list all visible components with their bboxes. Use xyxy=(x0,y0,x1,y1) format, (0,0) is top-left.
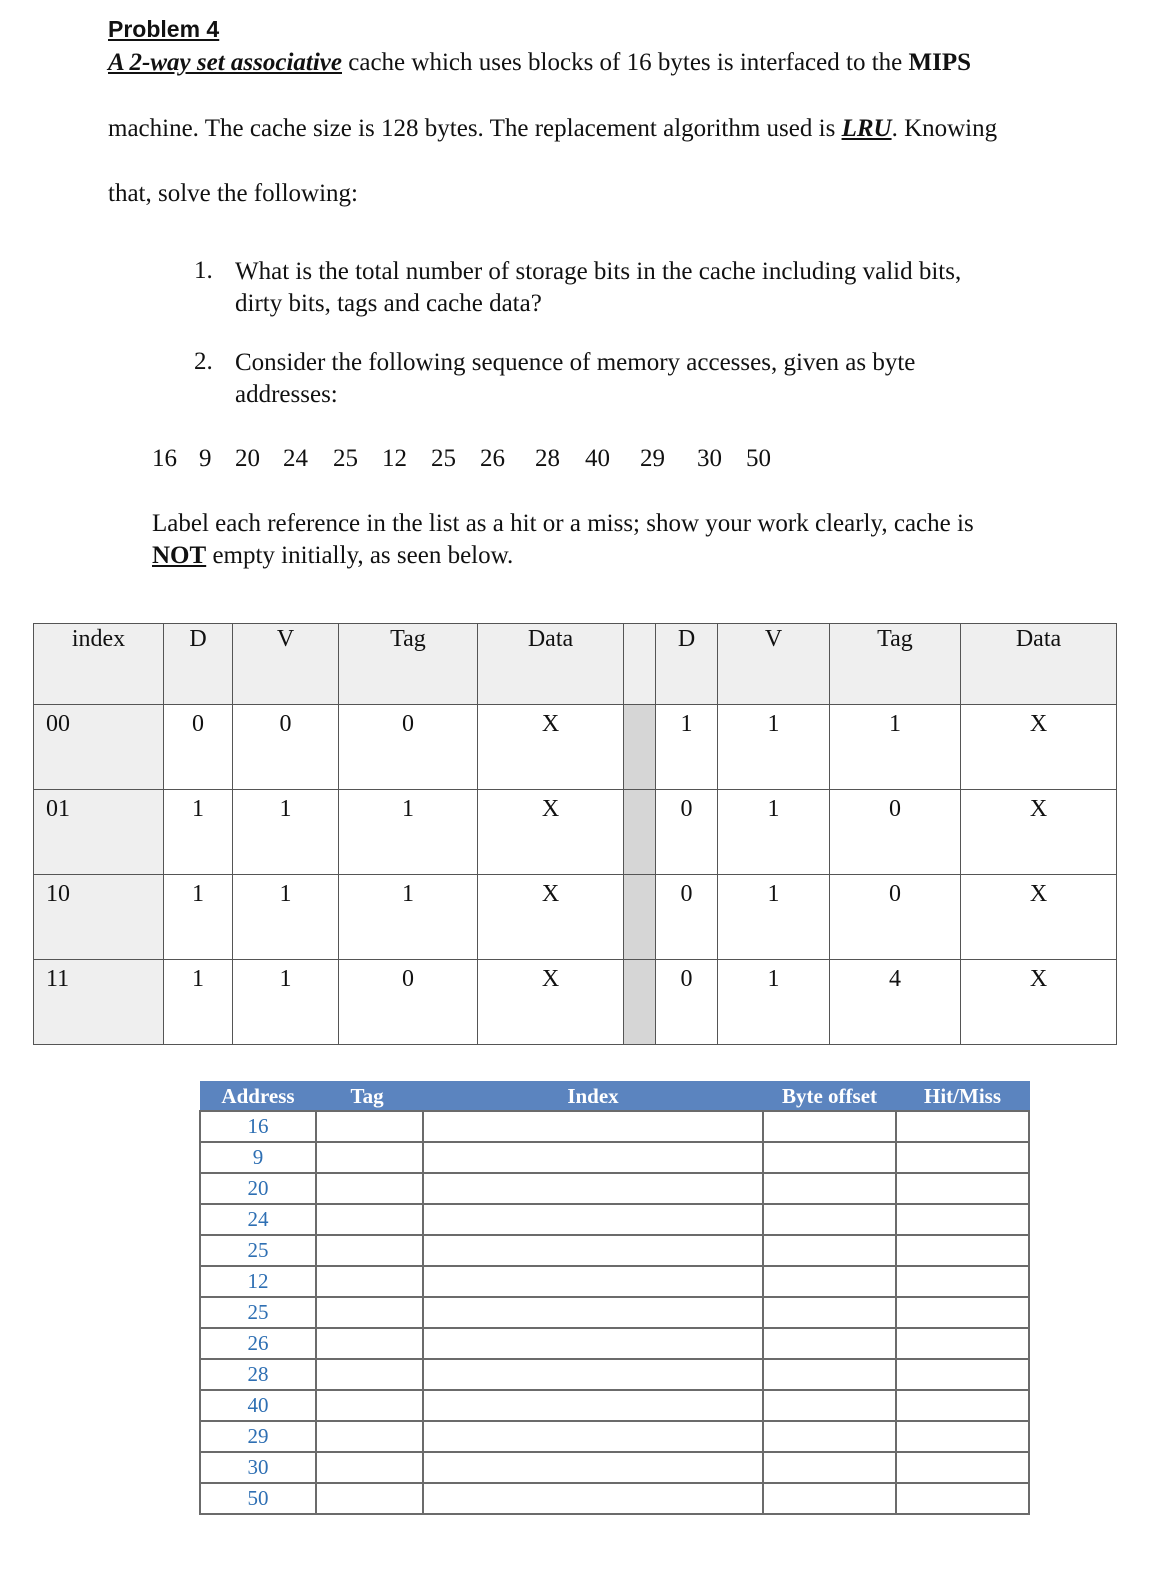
tag-cell[interactable] xyxy=(316,1390,423,1421)
address-breakdown-table xyxy=(199,1081,1030,1515)
intro-line-2 xyxy=(108,114,997,144)
tag-value: 0 xyxy=(830,875,961,960)
table-row xyxy=(200,1483,1029,1514)
cache-row-11 xyxy=(34,960,1117,1045)
data-value: X xyxy=(478,790,624,875)
hit-miss-cell[interactable] xyxy=(896,1111,1029,1142)
index-cell[interactable] xyxy=(423,1235,763,1266)
index-cell[interactable] xyxy=(423,1452,763,1483)
header-dirty: D xyxy=(164,624,233,705)
byte-offset-cell[interactable] xyxy=(763,1390,896,1421)
index-cell[interactable] xyxy=(423,1359,763,1390)
valid-bit: 0 xyxy=(233,705,339,790)
hit-miss-cell[interactable] xyxy=(896,1390,1029,1421)
intro-text-1: cache which uses blocks of 16 bytes is interfaced to the xyxy=(342,49,909,76)
label-line-1: Label each reference in the list as a hit or a miss; show your work clearly, cache is xyxy=(152,510,974,537)
address-cell: 12 xyxy=(200,1266,316,1297)
sequence-item: 16 xyxy=(152,445,177,472)
table-row xyxy=(200,1204,1029,1235)
address-cell: 29 xyxy=(200,1421,316,1452)
byte-offset-cell[interactable] xyxy=(763,1111,896,1142)
data-value: X xyxy=(478,875,624,960)
sequence-item: 12 xyxy=(382,445,407,472)
address-cell: 50 xyxy=(200,1483,316,1514)
header-tag-way2: Tag xyxy=(830,624,961,705)
header-valid-way2: V xyxy=(718,624,830,705)
byte-offset-cell[interactable] xyxy=(763,1204,896,1235)
hit-miss-cell[interactable] xyxy=(896,1452,1029,1483)
header-address: Address xyxy=(200,1082,316,1112)
valid-bit: 1 xyxy=(718,875,830,960)
valid-bit: 1 xyxy=(718,790,830,875)
byte-offset-cell[interactable] xyxy=(763,1142,896,1173)
sequence-item: 50 xyxy=(746,445,771,472)
dirty-bit: 0 xyxy=(656,875,718,960)
data-value: X xyxy=(961,705,1117,790)
hit-miss-cell[interactable] xyxy=(896,1142,1029,1173)
intro-line-3: that, solve the following: xyxy=(108,180,358,207)
table-row xyxy=(200,1173,1029,1204)
tag-value: 1 xyxy=(339,875,478,960)
dirty-bit: 0 xyxy=(164,705,233,790)
sequence-item: 20 xyxy=(235,445,260,472)
byte-offset-cell[interactable] xyxy=(763,1483,896,1514)
tag-cell[interactable] xyxy=(316,1142,423,1173)
sequence-item: 25 xyxy=(333,445,358,472)
question-1-number: 1. xyxy=(194,257,213,284)
header-dirty-way2: D xyxy=(656,624,718,705)
tag-value: 1 xyxy=(830,705,961,790)
tag-cell[interactable] xyxy=(316,1111,423,1142)
dirty-bit: 0 xyxy=(656,790,718,875)
cache-type-emphasis: A 2-way set associative xyxy=(108,49,342,76)
table-row xyxy=(200,1359,1029,1390)
set-index: 01 xyxy=(34,790,164,875)
index-cell[interactable] xyxy=(423,1111,763,1142)
hit-miss-cell[interactable] xyxy=(896,1328,1029,1359)
question-2-number: 2. xyxy=(194,348,213,375)
question-2-line-1: Consider the following sequence of memory accesses, given as byte xyxy=(235,349,916,376)
address-cell: 24 xyxy=(200,1204,316,1235)
question-2-line-2: addresses: xyxy=(235,381,338,408)
hit-miss-cell[interactable] xyxy=(896,1204,1029,1235)
tag-cell[interactable] xyxy=(316,1483,423,1514)
hit-miss-cell[interactable] xyxy=(896,1483,1029,1514)
index-cell[interactable] xyxy=(423,1297,763,1328)
address-cell: 25 xyxy=(200,1235,316,1266)
intro-line-1 xyxy=(108,48,971,78)
header-data: Data xyxy=(478,624,624,705)
cache-state-table xyxy=(33,623,1117,1045)
tag-value: 4 xyxy=(830,960,961,1045)
address-cell: 25 xyxy=(200,1297,316,1328)
tag-cell[interactable] xyxy=(316,1359,423,1390)
tag-value: 0 xyxy=(339,960,478,1045)
hit-miss-cell[interactable] xyxy=(896,1359,1029,1390)
label-instructions xyxy=(152,508,974,572)
set-index: 00 xyxy=(34,705,164,790)
header-tag: Tag xyxy=(339,624,478,705)
data-value: X xyxy=(961,960,1117,1045)
tag-cell[interactable] xyxy=(316,1173,423,1204)
index-cell[interactable] xyxy=(423,1142,763,1173)
byte-offset-cell[interactable] xyxy=(763,1173,896,1204)
sequence-item: 40 xyxy=(585,445,610,472)
cache-row-01 xyxy=(34,790,1117,875)
data-value: X xyxy=(478,705,624,790)
header-hit-miss: Hit/Miss xyxy=(896,1082,1029,1112)
valid-bit: 1 xyxy=(233,875,339,960)
cache-row-00 xyxy=(34,705,1117,790)
hit-miss-cell[interactable] xyxy=(896,1266,1029,1297)
index-cell[interactable] xyxy=(423,1204,763,1235)
tag-cell[interactable] xyxy=(316,1266,423,1297)
question-2 xyxy=(235,347,915,411)
address-cell: 20 xyxy=(200,1173,316,1204)
data-value: X xyxy=(961,790,1117,875)
header-tag: Tag xyxy=(316,1082,423,1112)
address-cell: 16 xyxy=(200,1111,316,1142)
dirty-bit: 1 xyxy=(656,705,718,790)
tag-cell[interactable] xyxy=(316,1452,423,1483)
worksheet-header-row xyxy=(200,1082,1029,1112)
byte-offset-cell[interactable] xyxy=(763,1266,896,1297)
data-value: X xyxy=(961,875,1117,960)
address-cell: 30 xyxy=(200,1452,316,1483)
address-cell: 28 xyxy=(200,1359,316,1390)
sequence-item: 9 xyxy=(199,445,212,472)
problem-title: Problem 4 xyxy=(108,16,220,42)
way-separator xyxy=(624,790,656,875)
set-index: 10 xyxy=(34,875,164,960)
way-separator xyxy=(624,875,656,960)
address-cell: 40 xyxy=(200,1390,316,1421)
cache-row-10 xyxy=(34,875,1117,960)
address-cell: 26 xyxy=(200,1328,316,1359)
byte-offset-cell[interactable] xyxy=(763,1359,896,1390)
dirty-bit: 1 xyxy=(164,960,233,1045)
table-row xyxy=(200,1235,1029,1266)
question-1-line-2: dirty bits, tags and cache data? xyxy=(235,290,542,317)
byte-offset-cell[interactable] xyxy=(763,1297,896,1328)
tag-cell[interactable] xyxy=(316,1204,423,1235)
header-index: index xyxy=(34,624,164,705)
sequence-item: 26 xyxy=(480,445,505,472)
byte-offset-cell[interactable] xyxy=(763,1235,896,1266)
table-row xyxy=(200,1452,1029,1483)
tag-cell[interactable] xyxy=(316,1421,423,1452)
question-1 xyxy=(235,256,961,320)
address-cell: 9 xyxy=(200,1142,316,1173)
table-row xyxy=(200,1421,1029,1452)
set-index: 11 xyxy=(34,960,164,1045)
tag-value: 0 xyxy=(830,790,961,875)
dirty-bit: 0 xyxy=(656,960,718,1045)
valid-bit: 1 xyxy=(233,960,339,1045)
tag-value: 1 xyxy=(339,790,478,875)
intro-text-2: machine. The cache size is 128 bytes. The replacement algorithm used is xyxy=(108,115,842,142)
hit-miss-cell[interactable] xyxy=(896,1297,1029,1328)
byte-offset-cell[interactable] xyxy=(763,1328,896,1359)
replacement-algorithm: LRU xyxy=(841,115,892,142)
sequence-item: 29 xyxy=(640,445,665,472)
index-cell[interactable] xyxy=(423,1173,763,1204)
valid-bit: 1 xyxy=(718,960,830,1045)
table-row xyxy=(200,1142,1029,1173)
table-row xyxy=(200,1328,1029,1359)
machine-name: MIPS xyxy=(908,49,971,76)
cache-header-row xyxy=(34,624,1117,705)
sequence-item: 30 xyxy=(697,445,722,472)
dirty-bit: 1 xyxy=(164,875,233,960)
byte-offset-cell[interactable] xyxy=(763,1421,896,1452)
way-separator xyxy=(624,705,656,790)
valid-bit: 1 xyxy=(233,790,339,875)
index-cell[interactable] xyxy=(423,1390,763,1421)
hit-miss-cell[interactable] xyxy=(896,1421,1029,1452)
data-value: X xyxy=(478,960,624,1045)
index-cell[interactable] xyxy=(423,1266,763,1297)
header-data-way2: Data xyxy=(961,624,1117,705)
tag-cell[interactable] xyxy=(316,1328,423,1359)
index-cell[interactable] xyxy=(423,1483,763,1514)
intro-text-3: . Knowing xyxy=(891,115,998,142)
index-cell[interactable] xyxy=(423,1421,763,1452)
sequence-item: 28 xyxy=(535,445,560,472)
dirty-bit: 1 xyxy=(164,790,233,875)
hit-miss-cell[interactable] xyxy=(896,1235,1029,1266)
tag-cell[interactable] xyxy=(316,1297,423,1328)
tag-value: 0 xyxy=(339,705,478,790)
way-separator xyxy=(624,960,656,1045)
way-separator xyxy=(624,624,656,705)
table-row xyxy=(200,1390,1029,1421)
index-cell[interactable] xyxy=(423,1328,763,1359)
sequence-item: 25 xyxy=(431,445,456,472)
tag-cell[interactable] xyxy=(316,1235,423,1266)
label-line-2-text: empty initially, as seen below. xyxy=(206,542,514,569)
byte-offset-cell[interactable] xyxy=(763,1452,896,1483)
label-line-2 xyxy=(152,540,974,572)
question-1-line-1: What is the total number of storage bits in the cache including valid bits, xyxy=(235,258,962,285)
not-emphasis: NOT xyxy=(152,542,207,569)
table-row xyxy=(200,1111,1029,1142)
header-valid: V xyxy=(233,624,339,705)
header-byte-offset: Byte offset xyxy=(763,1082,896,1112)
sequence-item: 24 xyxy=(283,445,308,472)
header-index: Index xyxy=(423,1082,763,1112)
hit-miss-cell[interactable] xyxy=(896,1173,1029,1204)
table-row xyxy=(200,1266,1029,1297)
valid-bit: 1 xyxy=(718,705,830,790)
table-row xyxy=(200,1297,1029,1328)
